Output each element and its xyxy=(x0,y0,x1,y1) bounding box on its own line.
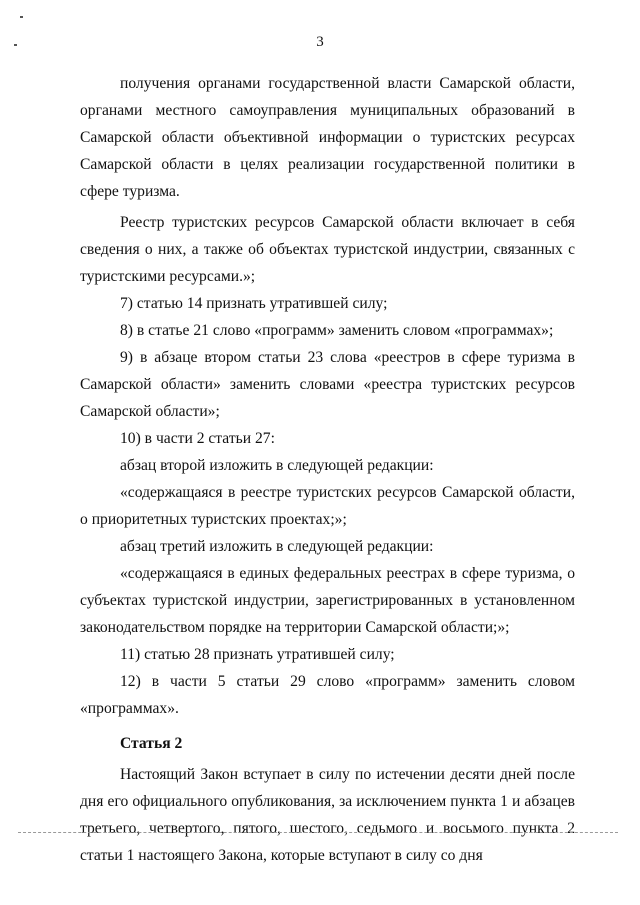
page-number: 3 xyxy=(316,34,324,50)
scan-mark-left xyxy=(20,16,23,18)
sub-item-second-paragraph: абзац второй изложить в следующей редакции: xyxy=(120,457,434,474)
list-item-9: 9) в абзаце втором статьи 23 слова «реестров в сфере туризма в Самарской области» заменить словами «реестра туристских ресурсов Самарской области»; xyxy=(80,349,575,420)
list-item-7: 7) статью 14 признать утратившей силу; xyxy=(120,295,388,312)
paragraph-registry-contents: Реестр туристских ресурсов Самарской области включает в себя сведения о них, а также об объектах туристской индустрии, связанных с туристскими ресурсами.»; xyxy=(80,214,575,285)
quoted-third-paragraph: «содержащаяся в единых федеральных реестрах в сфере туризма, о субъектах туристской индустрии, зарегистрированных в установленном законодательством порядке на территории Самарской области;»; xyxy=(80,565,575,636)
scan-mark-left-lower xyxy=(14,44,17,46)
document-body xyxy=(80,70,575,869)
article-heading: Статья 2 xyxy=(120,735,183,752)
list-item-11: 11) статью 28 признать утратившей силу; xyxy=(120,646,395,663)
list-item-8: 8) в статье 21 слово «программ» заменить словом «программах»; xyxy=(120,322,554,339)
quoted-second-paragraph: «содержащаяся в реестре туристских ресурсов Самарской области, о приоритетных туристских проектах;»; xyxy=(80,484,575,528)
sub-item-third-paragraph: абзац третий изложить в следующей редакции: xyxy=(120,538,434,555)
page-bottom-edge xyxy=(18,832,618,835)
list-item-12: 12) в части 5 статьи 29 слово «программ» заменить словом «программах». xyxy=(80,673,575,717)
article-text: Настоящий Закон вступает в силу по истечении десяти дней после дня его официального опубликования, за исключением пункта 1 и абзацев третьего, четвертого, пятого, шестого, седьмого и восьмого пункта 2 статьи 1 настоящего Закона, которые вступают в силу со дня xyxy=(80,766,575,864)
list-item-10: 10) в части 2 статьи 27: xyxy=(120,430,275,447)
paragraph-continuation: получения органами государственной власти Самарской области, органами местного самоуправления муниципальных образований в Самарской области объективной информации о туристских ресурсах Самарской области в целях реализации государственной политики в сфере туризма. xyxy=(80,75,575,200)
